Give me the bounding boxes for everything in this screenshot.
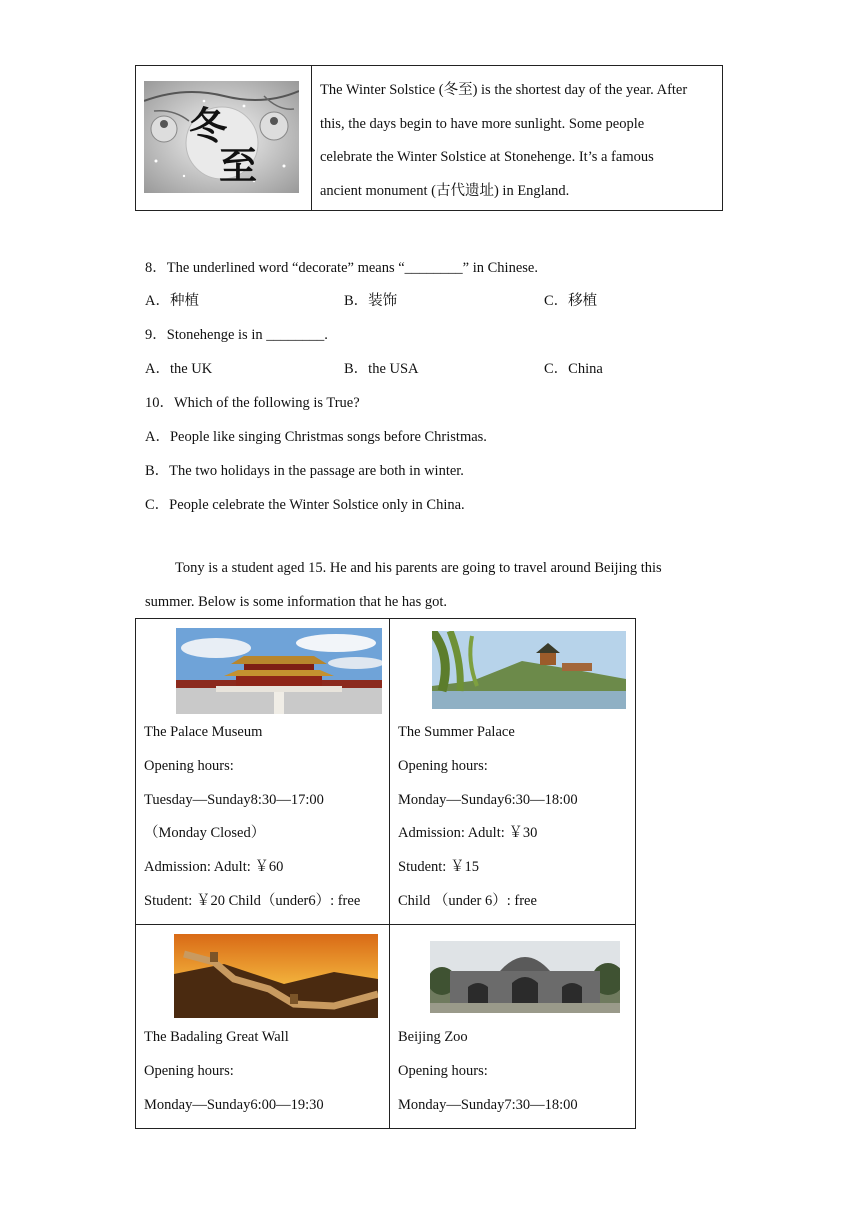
info-line: Student: ￥15: [398, 859, 479, 876]
q10-option-a[interactable]: A．People like singing Christmas songs before Christmas.: [145, 429, 487, 445]
q9-option-b[interactable]: B．the USA: [344, 361, 419, 377]
info-line: Monday—Sunday6:00—19:30: [144, 1096, 324, 1113]
info-line: Tuesday—Sunday8:30—17:00: [144, 791, 324, 808]
q9-option-c[interactable]: C．China: [544, 361, 603, 377]
winter-char-1: 冬: [189, 104, 228, 148]
winter-line: celebrate the Winter Solstice at Stonehenge. It’s a famous: [320, 149, 654, 165]
palace-museum-image: [176, 628, 382, 714]
info-line: Monday—Sunday6:30—18:00: [398, 791, 578, 808]
winter-line: this, the days begin to have more sunlight. Some people: [320, 115, 645, 132]
info-line: Admission: Adult: ￥60: [144, 859, 284, 876]
q10-option-b[interactable]: B．The two holidays in the passage are both in winter.: [145, 463, 464, 479]
intro-line-2: summer. Below is some information that he has got.: [145, 594, 448, 610]
info-line: Student: ￥20 Child（under6）: free: [144, 892, 361, 909]
table-divider: [136, 924, 635, 925]
info-line: Child （under 6）: free: [398, 892, 537, 909]
info-line: Opening hours:: [398, 757, 488, 774]
q8-option-b[interactable]: B．装饰: [344, 293, 398, 309]
info-line: Opening hours:: [398, 1062, 488, 1079]
winter-line: ancient monument (古代遗址) in England.: [320, 182, 570, 199]
winter-line: The Winter Solstice (冬至) is the shortest day of the year. After: [320, 82, 688, 98]
beijing-zoo-image: [430, 941, 620, 1013]
winter-solstice-text: [320, 74, 715, 208]
summer-palace-image: [432, 631, 626, 709]
question-10: 10．Which of the following is True?: [145, 395, 360, 411]
q8-option-a[interactable]: A．种植: [145, 293, 199, 309]
q9-option-a[interactable]: A．the UK: [145, 361, 213, 377]
great-wall-image: [174, 934, 378, 1018]
question-9: 9．Stonehenge is in ________.: [145, 327, 328, 343]
q10-option-c[interactable]: C．People celebrate the Winter Solstice only in China.: [145, 497, 465, 513]
intro-line-1: Tony is a student aged 15. He and his parents are going to travel around Beijing this: [175, 560, 662, 576]
place-name: The Badaling Great Wall: [144, 1029, 289, 1045]
table-divider: [389, 619, 390, 1128]
info-line: Opening hours:: [144, 1062, 234, 1079]
q8-option-c[interactable]: C．移植: [544, 293, 598, 309]
info-line: Admission: Adult: ￥30: [398, 825, 538, 842]
palace-museum-info: [144, 716, 360, 919]
great-wall-info: [144, 1021, 324, 1122]
place-name: Beijing Zoo: [398, 1029, 468, 1045]
winter-solstice-table: [135, 65, 723, 211]
place-name: The Summer Palace: [398, 724, 515, 740]
summer-palace-info: [398, 716, 578, 919]
places-table: [135, 618, 636, 1129]
winter-char-2: 至: [219, 144, 258, 188]
winter-solstice-image: [144, 81, 299, 193]
info-line: Opening hours:: [144, 757, 234, 774]
info-line: Monday—Sunday7:30—18:00: [398, 1096, 578, 1113]
place-name: The Palace Museum: [144, 724, 263, 740]
table-divider: [311, 66, 312, 210]
question-8: 8．The underlined word “decorate” means “________” in Chinese.: [145, 260, 538, 276]
info-line: （Monday Closed）: [144, 825, 266, 842]
beijing-zoo-info: [398, 1021, 578, 1122]
